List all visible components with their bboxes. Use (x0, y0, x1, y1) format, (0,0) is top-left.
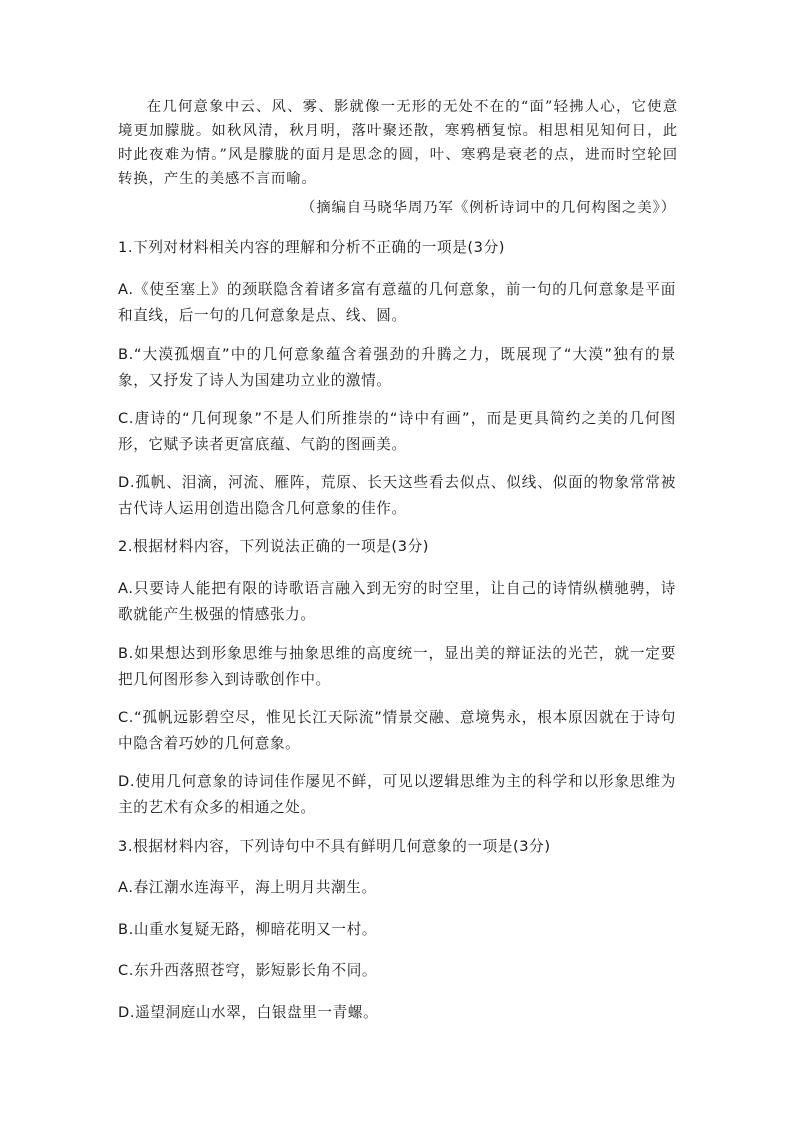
question-2-option-d: D.使用几何意象的诗词佳作屡见不鲜，可见以逻辑思维为主的科学和以形象思维为主的艺术有众多的相通之处。 (118, 773, 676, 816)
question-3-option-b: B.山重水复疑无路，柳暗花明又一村。 (118, 921, 377, 938)
question-3-option-c: C.东升西落照苍穹，影短影长角不同。 (118, 962, 378, 979)
question-1-option-c: C.唐诗的“几何现象”不是人们所推崇的“诗中有画”，而是更具简约之美的几何图形，它赋予读者更富底蕴、气韵的图画美。 (118, 410, 676, 453)
question-3-stem: 3.根据材料内容，下列诗句中不具有鲜明几何意象的一项是(3分) (118, 838, 551, 855)
question-1-stem: 1.下列对材料相关内容的理解和分析不正确的一项是(3分) (118, 239, 506, 256)
question-1-option-b: B.“大漠孤烟直”中的几何意象蕴含着强劲的升腾之力，既展现了“大漠”独有的景象，又抒发了诗人为国建功立业的激情。 (118, 346, 676, 389)
question-3-option-d: D.遥望洞庭山水翠，白银盘里一青螺。 (118, 1004, 379, 1021)
source-citation: （摘编自马晓华周乃军《例析诗词中的几何构图之美》） (300, 200, 676, 216)
question-1-option-d: D.孤帆、泪滴，河流、雁阵，荒原、长天这些看去似点、似线、似面的物象常常被古代诗人运用创造出隐含几何意象的佳作。 (118, 474, 676, 517)
question-2-option-c: C.“孤帆远影碧空尽，惟见长江天际流”情景交融、意境隽永，根本原因就在于诗句中隐含着巧妙的几何意象。 (118, 709, 676, 752)
question-2-option-b: B.如果想达到形象思维与抽象思维的高度统一，显出美的辩证法的光芒，就一定要把几何图形参入到诗歌创作中。 (118, 645, 676, 688)
question-1-option-a: A.《使至塞上》的颈联隐含着诸多富有意蕴的几何意象，前一句的几何意象是平面和直线，后一句的几何意象是点、线、圆。 (118, 281, 676, 324)
passage-paragraph: 在几何意象中云、风、雾、影就像一无形的无处不在的“面”轻拂人心，它使意境更加朦胧。如秋风清，秋月明，落叶聚还散，寒鸦栖复惊。相思相见知何日，此时此夜难为情。”风是朦胧的面月是思念的圆，叶、寒鸦是衰老的点，进而时空轮回转换，产生的美感不言而喻。 (118, 99, 678, 187)
question-2-option-a: A.只要诗人能把有限的诗歌语言融入到无穷的时空里，让自己的诗情纵横驰骋，诗歌就能产生极强的情感张力。 (118, 580, 676, 623)
question-3-option-a: A.春江潮水连海平，海上明月共潮生。 (118, 879, 377, 896)
question-2-stem: 2.根据材料内容，下列说法正确的一项是(3分) (118, 538, 430, 555)
